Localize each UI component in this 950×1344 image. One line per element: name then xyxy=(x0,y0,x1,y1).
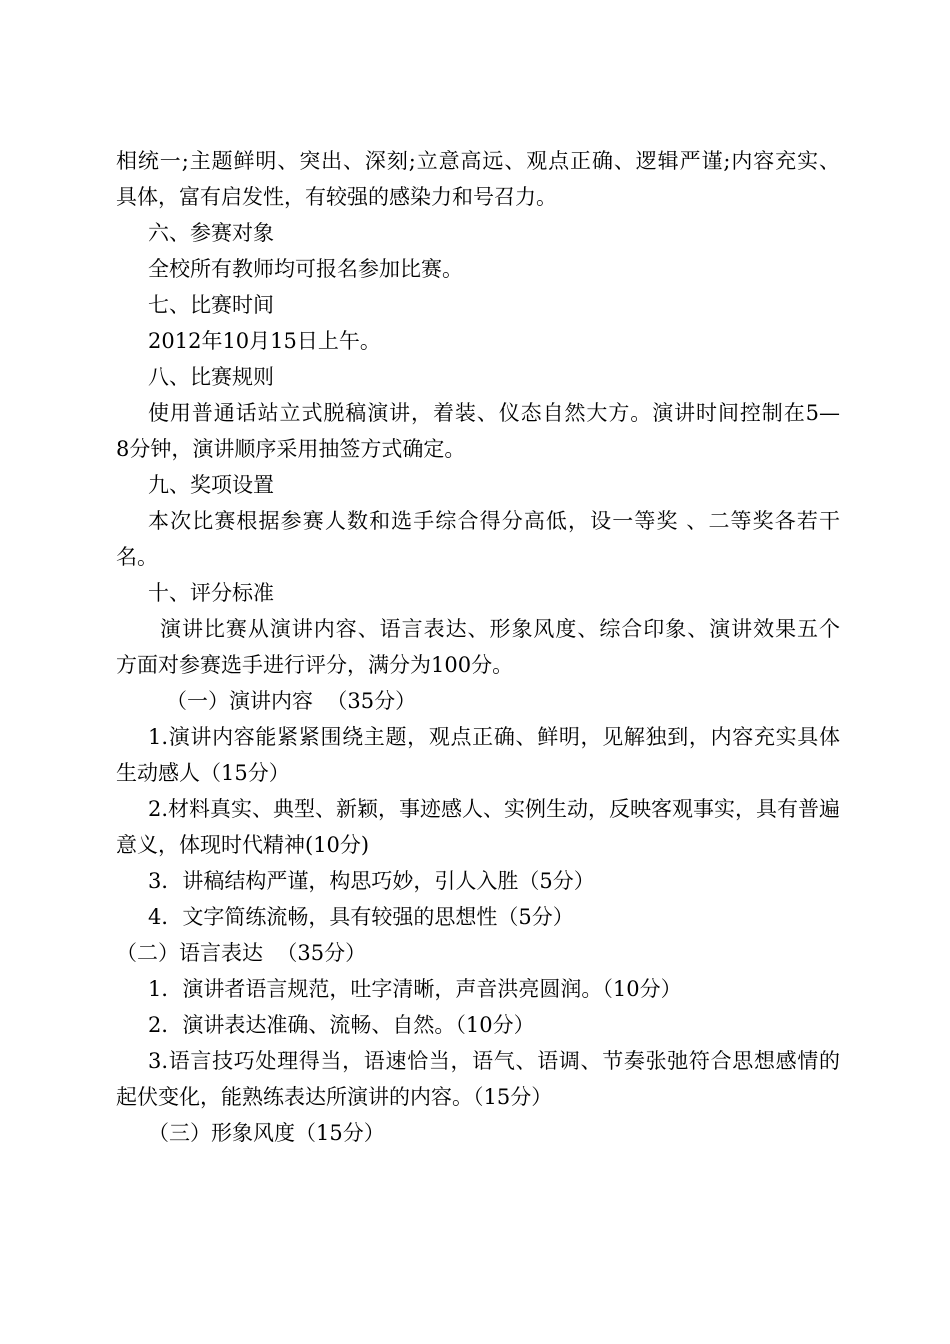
section-heading-rules: 八、比赛规则 xyxy=(148,365,274,389)
paragraph-line: 使用普通话站立式脱稿演讲，着装、仪态自然大方。演讲时间控制在5— xyxy=(148,401,840,425)
section-heading-participants: 六、参赛对象 xyxy=(148,221,274,245)
paragraph-line: 相统一;主题鲜明、突出、深刻;立意高远、观点正确、逻辑严谨;内容充实、 xyxy=(116,149,840,173)
paragraph-line: 方面对参赛选手进行评分，满分为100分。 xyxy=(116,653,514,677)
paragraph-line: 3．讲稿结构严谨，构思巧妙，引人入胜（5分） xyxy=(148,869,595,893)
paragraph-line: 起伏变化，能熟练表达所演讲的内容。（15分） xyxy=(116,1085,553,1109)
paragraph-line: 2．演讲表达准确、流畅、自然。（10分） xyxy=(148,1013,535,1037)
subsection-heading-content: （一）演讲内容 （35分） xyxy=(166,689,417,713)
paragraph-line: 演讲比赛从演讲内容、语言表达、形象风度、综合印象、演讲效果五个 xyxy=(160,617,840,641)
paragraph-line: 2012年10月15日上午。 xyxy=(148,329,381,353)
paragraph-line: 3.语言技巧处理得当，语速恰当，语气、语调、节奏张弛符合思想感情的 xyxy=(148,1049,840,1073)
paragraph-line: 名。 xyxy=(116,545,158,569)
paragraph-line: 1．演讲者语言规范，吐字清晰，声音洪亮圆润。（10分） xyxy=(148,977,682,1001)
paragraph-line: 本次比赛根据参赛人数和选手综合得分高低，设一等奖 、二等奖各若干 xyxy=(148,509,840,533)
paragraph-line: 1.演讲内容能紧紧围绕主题，观点正确、鲜明，见解独到，内容充实具体 xyxy=(148,725,840,749)
paragraph-line: 意义，体现时代精神(10分) xyxy=(116,833,370,857)
document-body xyxy=(116,143,840,1151)
paragraph-line: 全校所有教师均可报名参加比赛。 xyxy=(148,257,463,281)
paragraph-line: 4．文字简练流畅，具有较强的思想性（5分） xyxy=(148,905,574,929)
section-heading-scoring: 十、评分标准 xyxy=(148,581,274,605)
paragraph-line: 生动感人（15分） xyxy=(116,761,290,785)
paragraph-line: 2.材料真实、典型、新颖，事迹感人、实例生动，反映客观事实，具有普遍 xyxy=(148,797,840,821)
section-heading-time: 七、比赛时间 xyxy=(148,293,274,317)
subsection-heading-language: （二）语言表达 （35分） xyxy=(116,941,367,965)
section-heading-awards: 九、奖项设置 xyxy=(148,473,274,497)
paragraph-line: 8分钟，演讲顺序采用抽签方式确定。 xyxy=(116,437,466,461)
subsection-heading-appearance: （三）形象风度（15分） xyxy=(148,1121,385,1145)
paragraph-line: 具体，富有启发性，有较强的感染力和号召力。 xyxy=(116,185,557,209)
